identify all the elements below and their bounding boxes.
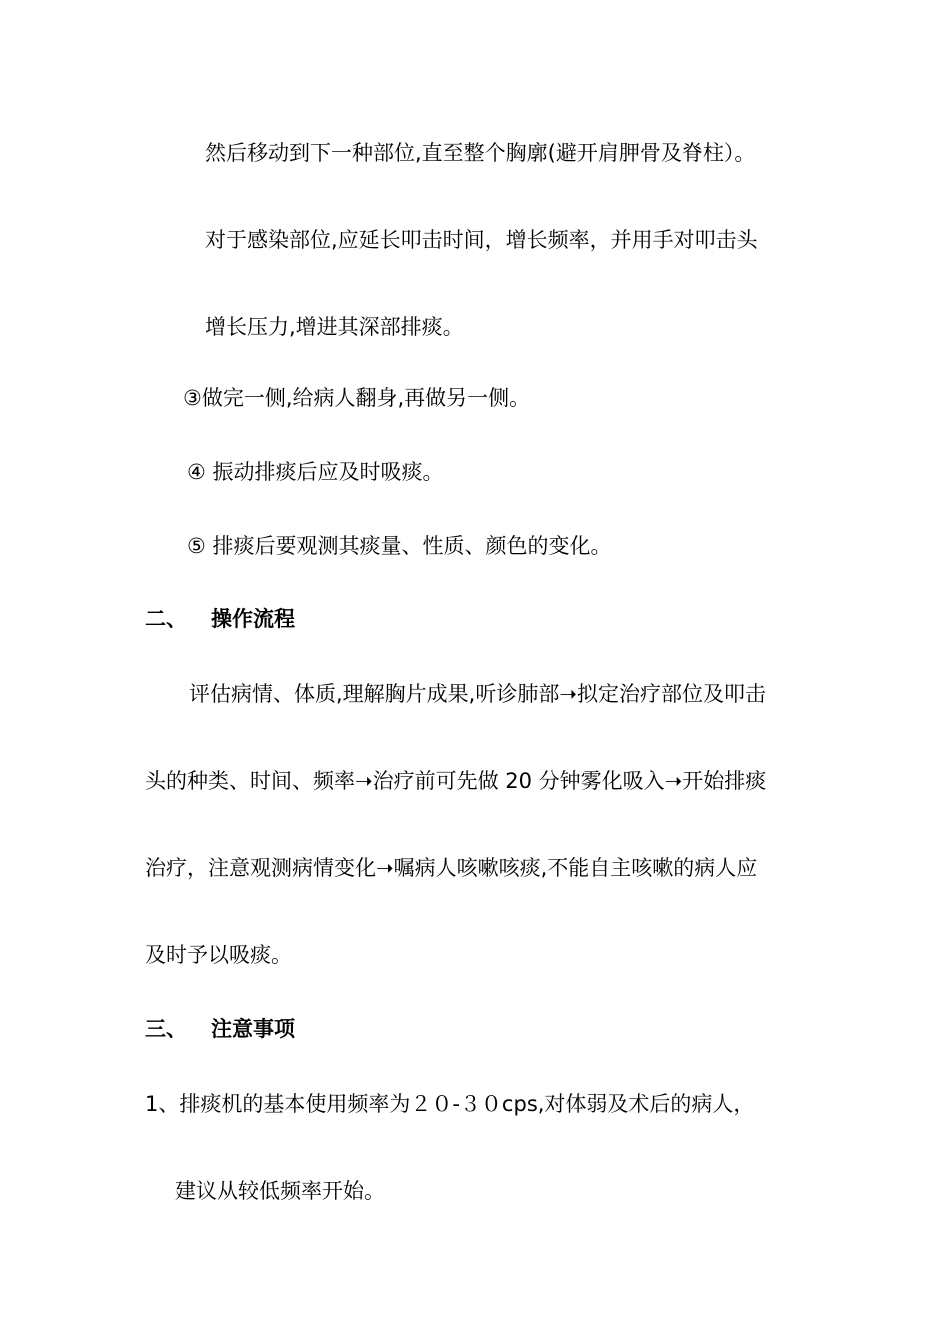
section-title: 操作流程 bbox=[211, 607, 295, 631]
body-text-line: 增长压力,增进其深部排痰。 bbox=[205, 315, 464, 339]
section-heading bbox=[145, 1014, 295, 1044]
body-text-line: 建议从较低频率开始。 bbox=[175, 1179, 385, 1203]
body-text-line: 治疗，注意观测病情变化➝嘱病人咳嗽咳痰,不能自主咳嗽的病人应 bbox=[145, 856, 758, 880]
section-title: 注意事项 bbox=[211, 1017, 295, 1041]
section-number: 三、 bbox=[145, 1017, 187, 1041]
section-number: 二、 bbox=[145, 607, 187, 631]
body-text-line: 及时予以吸痰。 bbox=[145, 943, 292, 967]
section-heading bbox=[145, 604, 295, 634]
body-text-line: 然后移动到下一种部位,直至整个胸廓(避开肩胛骨及脊柱）。 bbox=[205, 141, 756, 165]
list-item: ③做完一侧,给病人翻身,再做另一侧。 bbox=[183, 386, 531, 410]
list-item: ⑤ 排痰后要观测其痰量、性质、颜色的变化。 bbox=[187, 534, 612, 558]
body-text-line: 头的种类、时间、频率➝治疗前可先做 20 分钟雾化吸入➝开始排痰 bbox=[145, 769, 767, 793]
list-item: 1、排痰机的基本使用频率为２０-３０cps,对体弱及术后的病人， bbox=[145, 1092, 755, 1116]
body-text-line: 评估病情、体质,理解胸片成果,听诊肺部➝拟定治疗部位及叩击 bbox=[189, 682, 766, 706]
list-item: ④ 振动排痰后应及时吸痰。 bbox=[187, 460, 444, 484]
body-text-line: 对于感染部位,应延长叩击时间，增长频率，并用手对叩击头 bbox=[205, 228, 758, 252]
